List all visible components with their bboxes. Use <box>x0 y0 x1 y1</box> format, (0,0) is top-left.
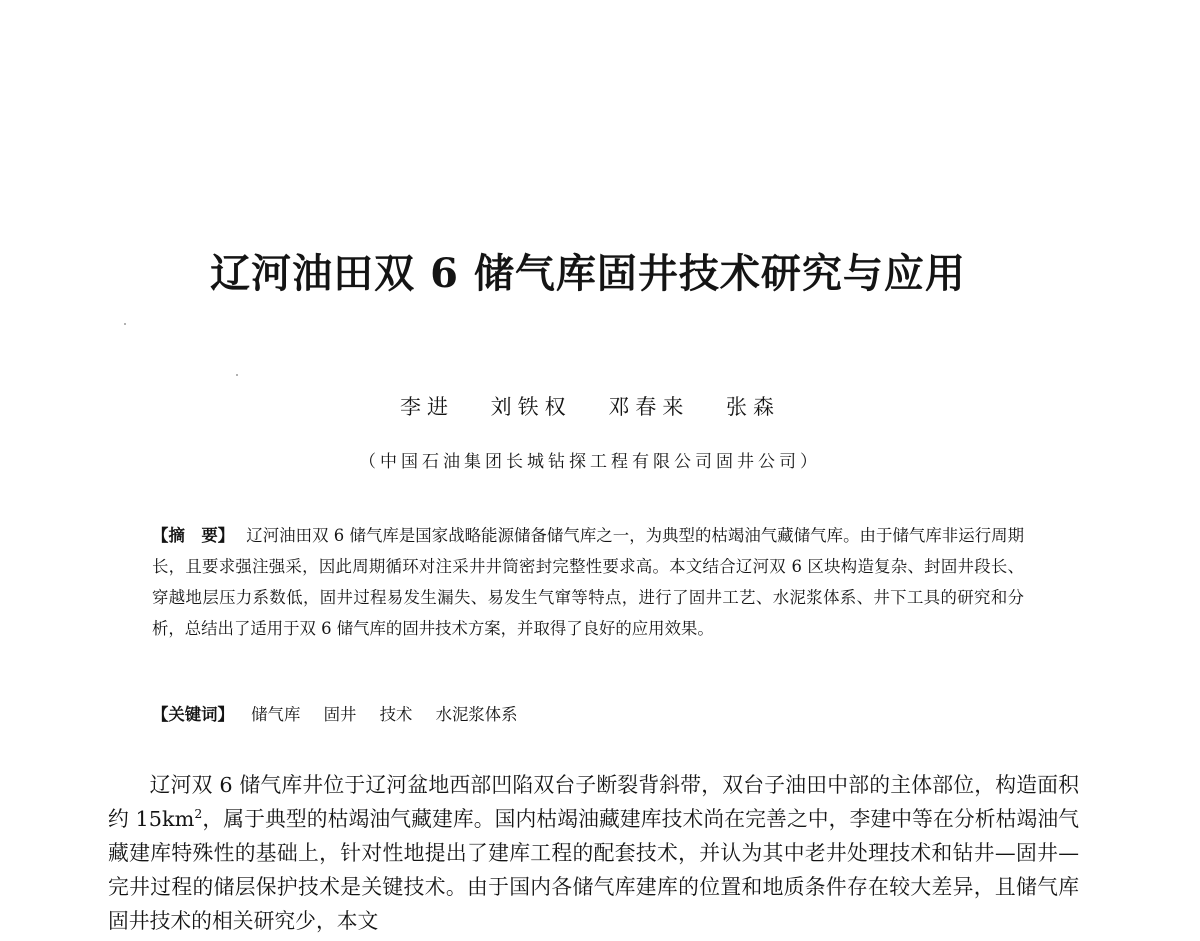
body-text-part: ，属于典型的枯竭油气藏建库。国内枯竭油藏建库技术尚在完善之中，李建中等在分析枯竭油气藏建库特殊性的基础上，针对性地提出了建库工程的配套技术，并认为其中老井处理技术和钻井—固井—完井过程的储层保护技术是关键技术。由于国内各储气库建库的位置和地质条件存在较大差异，且储气库固井技术的相关研究少，本文 <box>108 807 1079 933</box>
keywords-section <box>152 700 536 730</box>
author-name: 邓春来 <box>608 395 690 419</box>
keyword: 水泥浆体系 <box>435 705 518 724</box>
abstract-section <box>152 520 1024 644</box>
body-text-part: 辽河双 6 储气库井位于辽河盆地西部凹陷双台子断裂背斜带，双台子油田中部的主体部位，构造面积约 15km <box>108 773 1079 831</box>
superscript: 2 <box>194 806 203 822</box>
abstract-text: 辽河油田双 6 储气库是国家战略能源储备储气库之一，为典型的枯竭油气藏储气库。由于储气库非运行周期长，且要求强注强采，因此周期循环对注采井井筒密封完整性要求高。本文结合辽河双 6 区块构造复杂、封固井段长、穿越地层压力系数低，固井过程易发生漏失、易发生气窜等特点，进行了固井工艺、水泥浆体系、井下工具的研究和分析，总结出了适用于双 6 储气库的固井技术方案，并取得了良好的应用效果。 <box>152 526 1024 638</box>
scan-speck <box>236 374 238 376</box>
keywords-label: 【关键词】 <box>152 705 234 724</box>
affiliation: （中国石油集团长城钻探工程有限公司固井公司） <box>359 452 821 472</box>
keyword: 储气库 <box>251 705 301 724</box>
paper-title: 辽河油田双 6 储气库固井技术研究与应用 <box>210 250 966 297</box>
body-paragraph <box>108 768 1079 938</box>
scan-speck <box>124 323 126 325</box>
author-list <box>0 390 1180 424</box>
author-name: 刘铁权 <box>490 395 572 419</box>
keyword: 固井 <box>323 705 357 724</box>
author-name: 张森 <box>726 395 781 419</box>
abstract-label: 【摘 要】 <box>152 526 235 545</box>
author-name: 李进 <box>399 395 454 419</box>
keyword: 技术 <box>379 705 413 724</box>
